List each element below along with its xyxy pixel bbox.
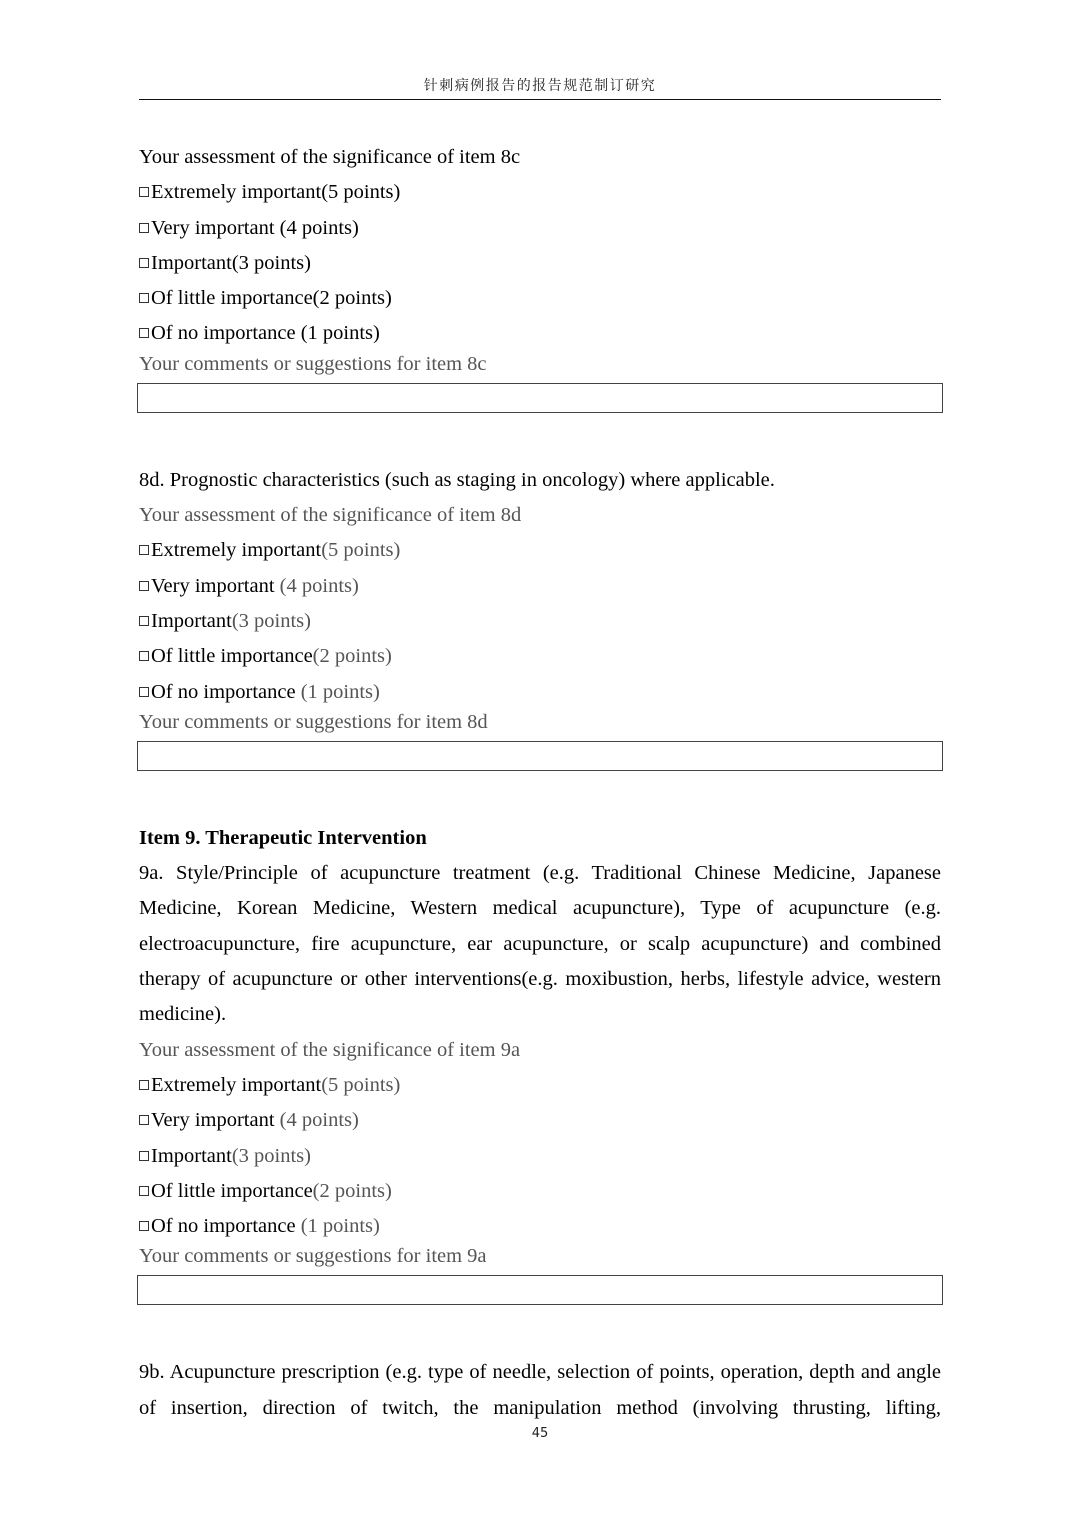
checkbox-icon[interactable] [139, 1080, 149, 1090]
page-number: 45 [531, 1426, 549, 1441]
option-label: Important [151, 609, 232, 632]
option-label: Extremely important [151, 1073, 322, 1096]
checkbox-icon[interactable] [139, 1221, 149, 1231]
option-points: (1 points) [300, 1215, 380, 1238]
item-description-9a: 9a. Style/Principle of acupuncture treatment (e.g. Traditional Chinese Medicine, Japanese Medicine, Korean Medicine, Western medical acupuncture), Type of acupuncture (e.g. electroacupuncture, fire acupuncture, ear acupuncture, or scalp acupuncture) and combined therapy of acupuncture or other interventions(e.g. moxibustion, herbs, lifestyle advice, western medicine). [139, 862, 941, 1026]
checkbox-icon[interactable] [139, 616, 149, 626]
option-important[interactable] [139, 604, 941, 639]
option-points: (4 points) [279, 574, 359, 597]
assessment-label: Your assessment of the significance of item 9a [139, 1038, 521, 1061]
option-very-important[interactable] [139, 211, 941, 246]
option-important[interactable] [139, 246, 941, 281]
option-no-importance[interactable] [139, 1209, 941, 1244]
item-9b-section [139, 1355, 941, 1426]
option-label: Extremely important [151, 539, 322, 562]
option-label: Very important [151, 216, 280, 239]
option-points: (4 points) [279, 216, 359, 239]
option-points: (5 points) [321, 539, 401, 562]
item-description: 8d. Prognostic characteristics (such as staging in oncology) where applicable. [139, 468, 775, 491]
checkbox-icon[interactable] [139, 687, 149, 697]
option-points: (5 points) [321, 1073, 401, 1096]
checkbox-icon[interactable] [139, 1186, 149, 1196]
option-very-important[interactable] [139, 1103, 941, 1138]
section-heading: Item 9. Therapeutic Intervention [139, 826, 427, 849]
section-spacer [139, 413, 941, 463]
checkbox-icon[interactable] [139, 293, 149, 303]
option-extremely-important[interactable] [139, 1068, 941, 1103]
option-points: (3 points) [231, 251, 311, 274]
checkbox-icon[interactable] [139, 1151, 149, 1161]
checkbox-icon[interactable] [139, 223, 149, 233]
item-9-section [139, 821, 941, 1306]
comments-label: Your comments or suggestions for item 9a [139, 1245, 487, 1268]
item-description-9b: 9b. Acupuncture prescription (e.g. type of needle, selection of points, operation, depth and angle of insertion, direction of twitch, the manipulation method (involving thrusting, lifting, [139, 1361, 941, 1419]
option-label: Of no importance [151, 680, 301, 703]
option-label: Extremely important [151, 181, 322, 204]
option-points: (4 points) [279, 1109, 359, 1132]
checkbox-icon[interactable] [139, 1115, 149, 1125]
option-label: Important [151, 251, 232, 274]
option-label: Very important [151, 574, 280, 597]
option-points: (2 points) [312, 1179, 392, 1202]
comments-input-8c[interactable] [137, 383, 943, 413]
comments-input-8d[interactable] [137, 741, 943, 771]
checkbox-icon[interactable] [139, 651, 149, 661]
checkbox-icon[interactable] [139, 328, 149, 338]
assessment-label: Your assessment of the significance of item 8d [139, 504, 522, 527]
option-points: (3 points) [231, 1144, 311, 1167]
option-label: Of no importance [151, 1215, 301, 1238]
option-points: (1 points) [300, 680, 380, 703]
option-no-importance[interactable] [139, 316, 941, 351]
item-8d-section [139, 463, 941, 771]
checkbox-icon[interactable] [139, 545, 149, 555]
running-header: 针刺病例报告的报告规范制订研究 [423, 78, 657, 94]
option-points: (2 points) [312, 287, 392, 310]
option-little-importance[interactable] [139, 639, 941, 674]
checkbox-icon[interactable] [139, 581, 149, 591]
item-8c-section [139, 140, 941, 413]
option-important[interactable] [139, 1139, 941, 1174]
option-label: Of no importance [151, 322, 301, 345]
section-spacer [139, 1305, 941, 1355]
option-very-important[interactable] [139, 569, 941, 604]
option-points: (2 points) [312, 645, 392, 668]
option-label: Important [151, 1144, 232, 1167]
option-label: Of little importance [151, 287, 313, 310]
option-points: (1 points) [300, 322, 380, 345]
option-label: Of little importance [151, 645, 313, 668]
comments-label: Your comments or suggestions for item 8d [139, 710, 488, 733]
section-spacer [139, 771, 941, 821]
comments-input-9a[interactable] [137, 1275, 943, 1305]
option-little-importance[interactable] [139, 281, 941, 316]
checkbox-icon[interactable] [139, 187, 149, 197]
header-divider [139, 99, 941, 100]
option-label: Of little importance [151, 1179, 313, 1202]
assessment-label: Your assessment of the significance of item 8c [139, 146, 521, 168]
comments-label: Your comments or suggestions for item 8c [139, 352, 487, 375]
option-extremely-important[interactable] [139, 533, 941, 568]
option-extremely-important[interactable] [139, 175, 941, 210]
option-no-importance[interactable] [139, 675, 941, 710]
document-body [139, 140, 941, 1426]
option-points: (5 points) [321, 181, 401, 204]
option-little-importance[interactable] [139, 1174, 941, 1209]
option-label: Very important [151, 1109, 280, 1132]
checkbox-icon[interactable] [139, 258, 149, 268]
option-points: (3 points) [231, 609, 311, 632]
